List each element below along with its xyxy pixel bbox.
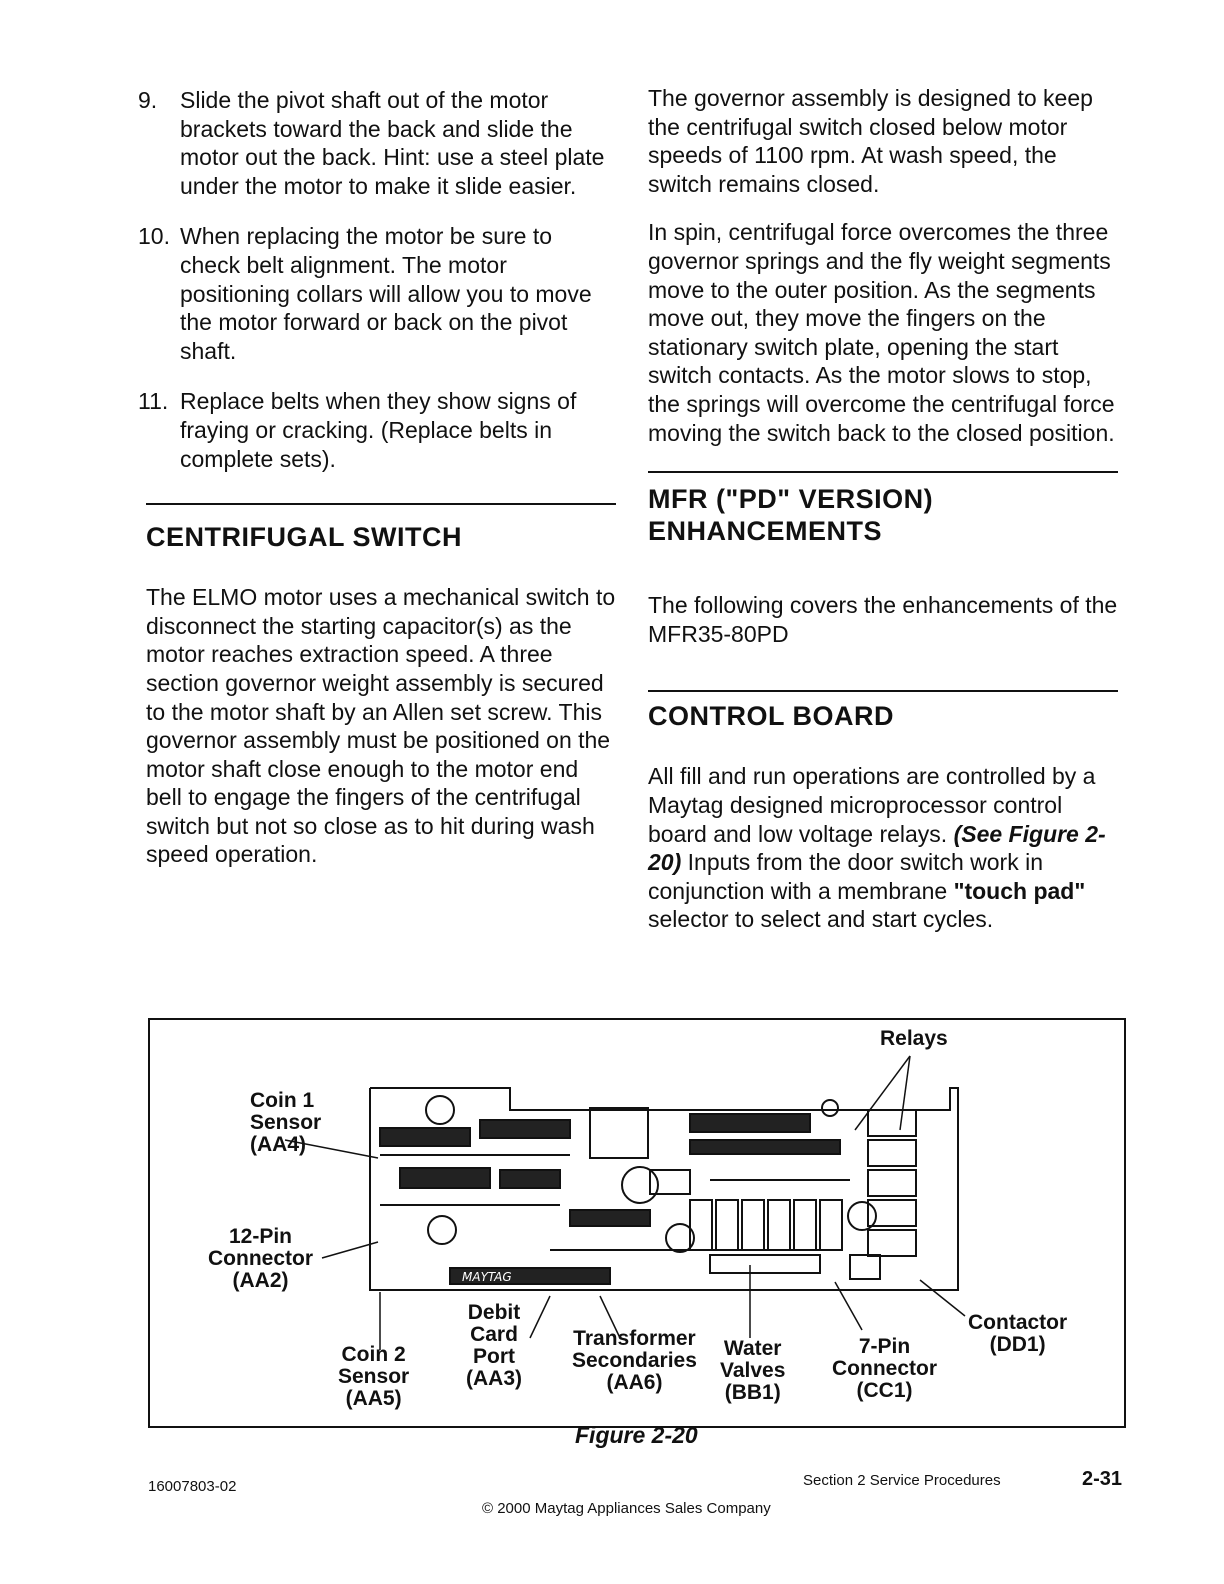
control-board-heading: CONTROL BOARD — [648, 701, 894, 732]
step-text: Slide the pivot shaft out of the motor brackets toward the back and slide the motor out the back. Hint: use a steel plate under the motor to make it slide easier. — [180, 87, 605, 199]
touch-pad-term: "touch pad" — [953, 877, 1086, 904]
ic-chip — [690, 1114, 810, 1132]
part-number: 16007803-02 — [148, 1478, 237, 1495]
capacitor — [622, 1167, 658, 1203]
contactor-label: Contactor (DD1) — [968, 1311, 1068, 1356]
section-rule — [648, 690, 1118, 692]
mfr-heading — [648, 483, 1118, 547]
step-10 — [138, 222, 616, 365]
coin2-sensor-label: Coin 2 Sensor (AA5) — [338, 1343, 410, 1410]
pin7-connector-label: 7-Pin Connector (CC1) — [832, 1335, 937, 1402]
control-body-3: selector to select and start cycles. — [648, 906, 994, 933]
coin1-sensor-label: Coin 1 Sensor (AA4) — [250, 1089, 322, 1156]
ic-chip — [570, 1210, 650, 1226]
section-rule — [648, 471, 1118, 473]
centrifugal-switch-heading: CENTRIFUGAL SWITCH — [146, 522, 462, 553]
step-text: Replace belts when they show signs of fraying or cracking. (Replace belts in complete sets). — [180, 388, 577, 472]
relay — [868, 1170, 916, 1196]
section-rule — [146, 503, 616, 505]
left-column — [138, 86, 616, 889]
ic-chip — [690, 1140, 840, 1154]
governor-paragraph: The governor assembly is designed to keep the centrifugal switch closed below motor speeds of 1100 rpm. At wash speed, the switch remains closed. — [648, 85, 1093, 197]
step-11 — [138, 387, 616, 473]
control-body-2: Inputs from the door switch work in conjunction with a membrane — [648, 849, 1044, 904]
mfr-body: The following covers the enhancements of the MFR35-80PD — [648, 592, 1118, 647]
control-body-1: All fill and run operations are controlled by a Maytag designed microprocessor control board and low voltage relays. — [648, 763, 1096, 847]
section-title: Section 2 Service Procedures — [803, 1472, 1001, 1489]
page-number: 2-31 — [1082, 1468, 1123, 1490]
connector-block — [710, 1255, 820, 1273]
valve-relay — [794, 1200, 816, 1250]
water-valves-label: Water Valves (BB1) — [720, 1337, 786, 1404]
spin-paragraph: In spin, centrifugal force overcomes the three governor springs and the fly weight segments move to the outer position. As the segments move out, they move the fingers on the stationary switch plate, opening the start switch contacts. As the motor slows to stop, the springs will overcome the centrifugal force moving the switch back to the closed position. — [648, 219, 1115, 446]
microprocessor — [590, 1108, 648, 1158]
valve-relay — [716, 1200, 738, 1250]
centrifugal-switch-body: The ELMO motor uses a mechanical switch to disconnect the starting capacitor(s) as the motor reaches extraction speed. A three section governor weight assembly is secured to the motor shaft by an Allen set screw. This governor assembly must be positioned on the motor shaft close enough to the motor end bell to engage the fingers of the centrifugal switch but not so close as to hit during wash speed operation. — [146, 584, 616, 868]
step-number: 11. — [138, 388, 169, 415]
figure-reference[interactable]: (See Figure 2-20) — [648, 820, 1106, 876]
chip-socket — [650, 1170, 690, 1194]
ic-chip — [380, 1128, 470, 1146]
transformer-secondaries-label: Transformer Secondaries (AA6) — [572, 1327, 697, 1394]
mfr-heading-line2: ENHANCEMENTS — [648, 516, 883, 547]
pin12-connector-label: 12-Pin Connector (AA2) — [208, 1225, 313, 1292]
step-number: 10. — [138, 223, 170, 250]
copyright: © 2000 Maytag Appliances Sales Company — [482, 1500, 771, 1517]
debit-card-port-label: Debit Card Port (AA3) — [466, 1301, 522, 1390]
valve-relay — [820, 1200, 842, 1250]
capacitor — [822, 1100, 838, 1116]
valve-relay — [768, 1200, 790, 1250]
right-column — [648, 84, 1118, 954]
control-board-body — [648, 762, 1118, 934]
ic-chip — [400, 1168, 490, 1188]
capacitor — [848, 1202, 876, 1230]
connector-block — [850, 1255, 880, 1279]
figure-caption: Figure 2-20 — [575, 1422, 698, 1448]
step-text: When replacing the motor be sure to check belt alignment. The motor positioning collars will allow you to move the motor forward or back on the pivot shaft. — [180, 223, 592, 364]
step-9 — [138, 86, 616, 200]
figure-frame — [148, 1018, 1126, 1428]
capacitor — [426, 1096, 454, 1124]
relay — [868, 1140, 916, 1166]
relay — [868, 1230, 916, 1256]
mfr-heading-line1: MFR ("PD" VERSION) — [648, 484, 934, 515]
capacitor — [428, 1216, 456, 1244]
ic-chip — [480, 1120, 570, 1138]
ic-chip — [500, 1170, 560, 1188]
board-logo: MAYTAG — [462, 1270, 512, 1284]
valve-relay — [742, 1200, 764, 1250]
step-number: 9. — [138, 87, 158, 113]
relays-label: Relays — [880, 1027, 948, 1050]
relay — [868, 1110, 916, 1136]
